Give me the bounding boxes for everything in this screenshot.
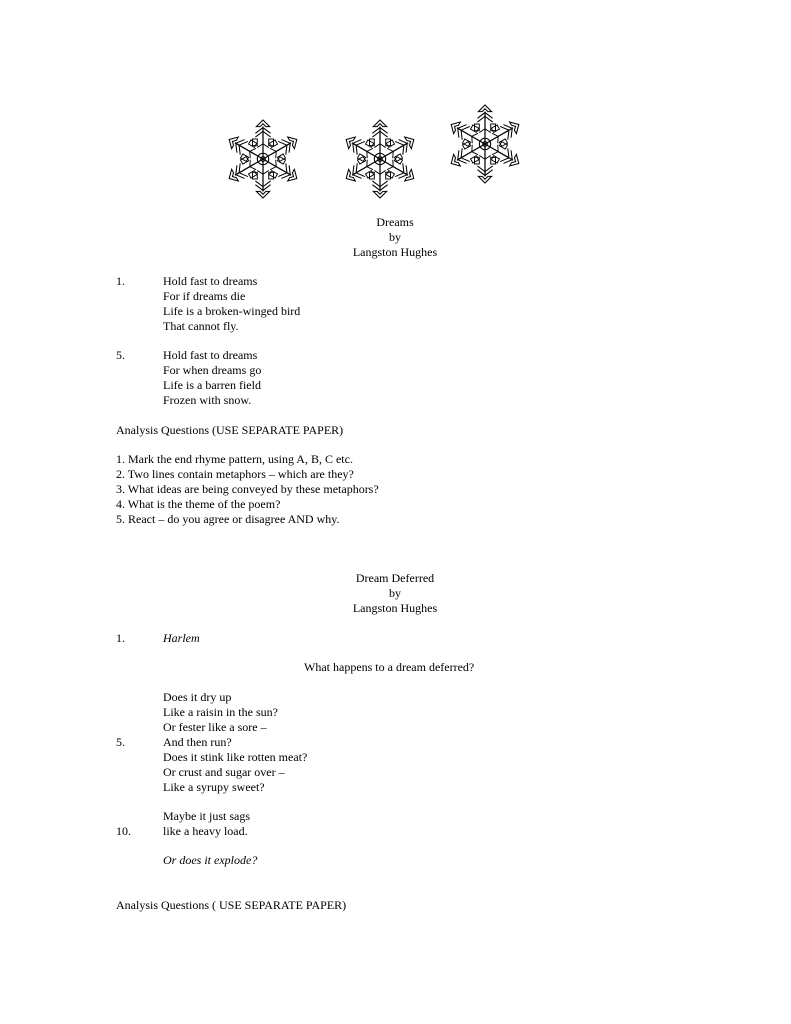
poem-line: Or crust and sugar over – — [163, 765, 285, 779]
poem-line: like a heavy load. — [163, 824, 248, 838]
poem2-by: by — [389, 586, 401, 600]
poem-line: For if dreams die — [163, 289, 246, 303]
line-number: 1. — [116, 631, 125, 645]
snowflake-icon — [340, 119, 420, 199]
poem-line: Maybe it just sags — [163, 809, 250, 823]
poem-closing-line: Or does it explode? — [163, 853, 258, 867]
poem-line: Does it stink like rotten meat? — [163, 750, 308, 764]
line-number: 1. — [116, 274, 125, 288]
question-item: 3. What ideas are being conveyed by these metaphors? — [116, 482, 379, 496]
poem-question: What happens to a dream deferred? — [304, 660, 475, 674]
poem-line: Life is a broken-winged bird — [163, 304, 301, 318]
poem-line: Or fester like a sore – — [163, 720, 267, 734]
poem-line: Hold fast to dreams — [163, 274, 258, 288]
question-item: 2. Two lines contain metaphors – which are they? — [116, 467, 354, 481]
poem-line: And then run? — [163, 735, 232, 749]
poem2-author: Langston Hughes — [352, 601, 438, 615]
poem1-by: by — [389, 230, 401, 244]
poem2-title: Dream Deferred — [355, 571, 435, 585]
poem-line: That cannot fly. — [163, 319, 239, 333]
line-number: 10. — [116, 824, 131, 838]
poem-line: Like a syrupy sweet? — [163, 780, 265, 794]
analysis-heading: Analysis Questions (USE SEPARATE PAPER) — [116, 423, 344, 437]
snowflake-icon — [223, 119, 303, 199]
poem-line: Life is a barren field — [163, 378, 261, 392]
line-number: 5. — [116, 348, 125, 362]
poem-line: Hold fast to dreams — [163, 348, 258, 362]
poem1-title: Dreams — [376, 215, 414, 229]
poem1-author: Langston Hughes — [352, 245, 438, 259]
poem-line: Frozen with snow. — [163, 393, 252, 407]
analysis-heading: Analysis Questions ( USE SEPARATE PAPER) — [116, 898, 347, 912]
poem-line: Like a raisin in the sun? — [163, 705, 278, 719]
question-item: 5. React – do you agree or disagree AND why. — [116, 512, 340, 526]
snowflake-icon — [445, 104, 525, 184]
line-number: 5. — [116, 735, 125, 749]
poem-line: For when dreams go — [163, 363, 262, 377]
question-item: 4. What is the theme of the poem? — [116, 497, 281, 511]
question-item: 1. Mark the end rhyme pattern, using A, B, C etc. — [116, 452, 353, 466]
poem-line-italic: Harlem — [163, 631, 200, 645]
poem-line: Does it dry up — [163, 690, 232, 704]
